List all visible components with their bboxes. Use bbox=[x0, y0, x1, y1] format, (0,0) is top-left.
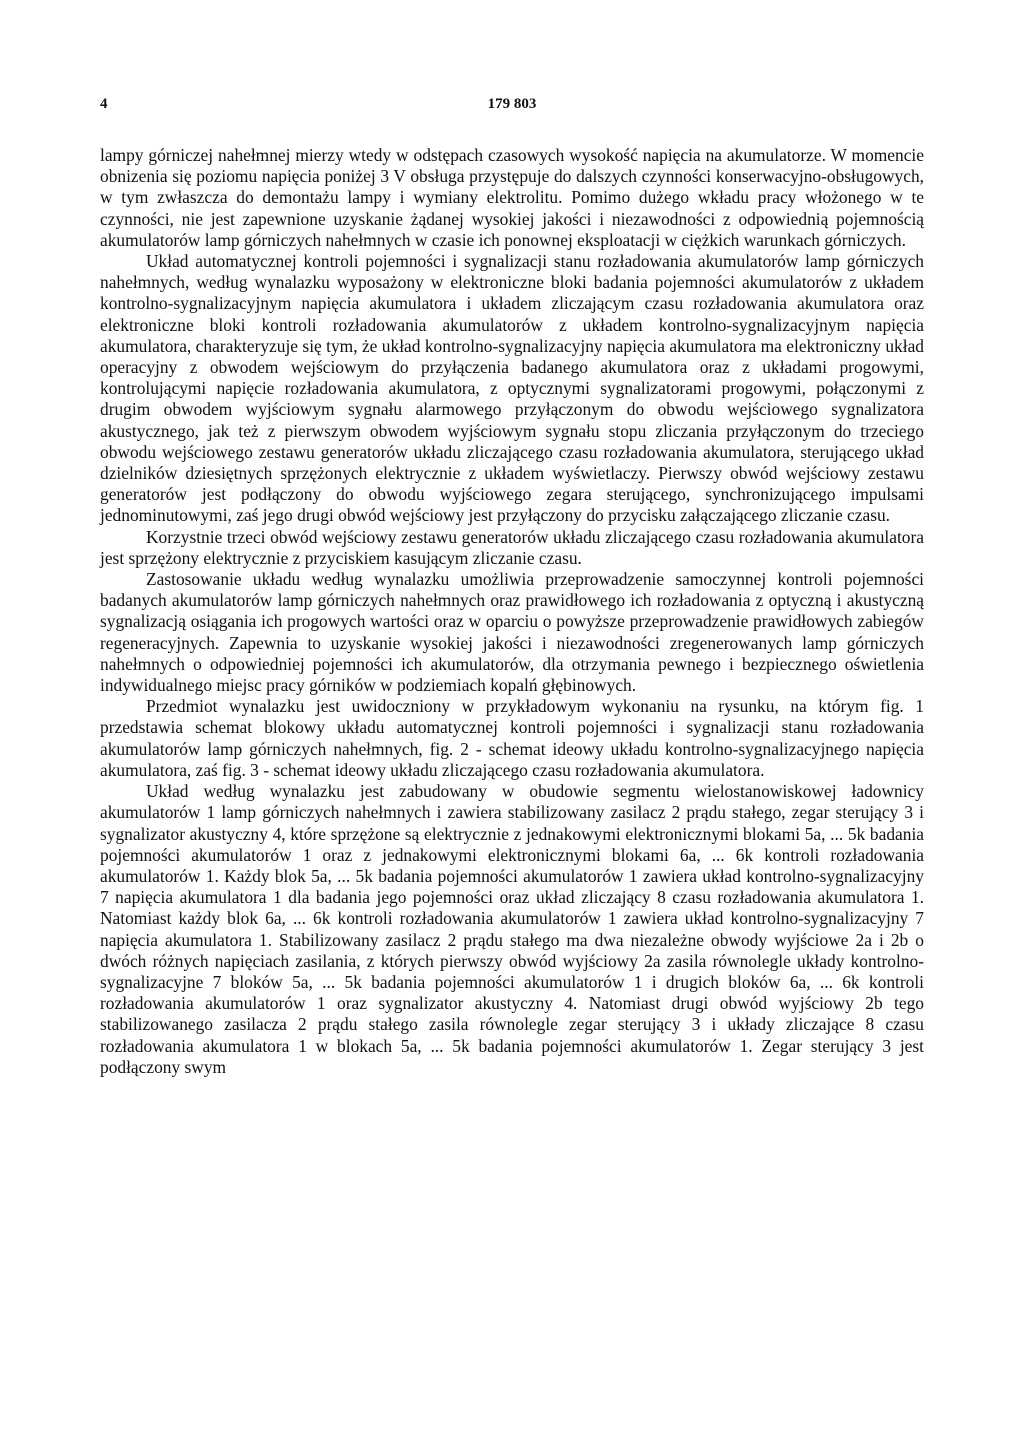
page-header bbox=[100, 96, 924, 118]
paragraph: Korzystnie trzeci obwód wejściowy zestawu generatorów układu zliczającego czasu rozładowania akumulatora jest sprzężony elektrycznie z przyciskiem kasującym zliczanie czasu. bbox=[100, 526, 924, 568]
document-body bbox=[100, 145, 924, 1078]
patent-number: 179 803 bbox=[487, 96, 537, 112]
paragraph: Zastosowanie układu według wynalazku umożliwia przeprowadzenie samoczynnej kontroli pojemności badanych akumulatorów lamp górniczych nahełmnych oraz prawidłowego ich rozładowania z optyczną i akustyczną sygnalizacją osiągania ich progowych wartości oraz w oparciu o powyższe przeprowadzenie prawidłowych zabiegów regeneracyjnych. Zapewnia to uzyskanie wysokiej jakości i niezawodności zregenerowanych lamp górniczych nahełmnych o odpowiedniej pojemności ich akumulatorów, dla otrzymania pewnego i bezpiecznego oświetlenia indywidualnego miejsc pracy górników w podziemiach kopalń głębinowych. bbox=[100, 569, 924, 696]
paragraph: Układ według wynalazku jest zabudowany w obudowie segmentu wielostanowiskowej ładownicy akumulatorów 1 lamp górniczych nahełmnych i zawiera stabilizowany zasilacz 2 prądu stałego, zegar sterujący 3 i sygnalizator akustyczny 4, które sprzężone są elektrycznie z jednakowymi elektronicznymi blokami 5a, ... 5k badania pojemności akumulatorów 1 oraz z jednakowymi elektronicznymi blokami 6a, ... 6k kontroli rozładowania akumulatorów 1. Każdy blok 5a, ... 5k badania pojemności akumulatorów 1 zawiera układ kontrolno-sygnalizacyjny 7 napięcia akumulatora 1 dla badania jego pojemności oraz układ zliczający 8 czasu rozładowania akumulatora 1. Natomiast każdy blok 6a, ... 6k kontroli rozładowania akumulatorów 1 zawiera układ kontrolno-sygnalizacyjny 7 napięcia akumulatora 1. Stabilizowany zasilacz 2 prądu stałego ma dwa niezależne obwody wyjściowe 2a i 2b o dwóch różnych napięciach zasilania, z których pierwszy obwód wyjściowy 2a zasila równolegle układy kontrolno-sygnalizacyjne 7 bloków 5a, ... 5k badania pojemności akumulatorów 1 i drugich bloków 6a, ... 6k kontroli rozładowania akumulatorów 1 oraz sygnalizator akustyczny 4. Natomiast drugi obwód wyjściowy 2b tego stabilizowanego zasilacza 2 prądu stałego zasila równolegle zegar sterujący 3 i układy zliczające 8 czasu rozładowania akumulatora 1 w blokach 5a, ... 5k badania pojemności akumulatorów 1. Zegar sterujący 3 jest podłączony swym bbox=[100, 781, 924, 1077]
paragraph: Układ automatycznej kontroli pojemności i sygnalizacji stanu rozładowania akumulatorów lamp górniczych nahełmnych, według wynalazku wyposażony w elektroniczne bloki badania pojemności akumulatorów z układem kontrolno-sygnalizacyjnym napięcia akumulatora i układem zliczającym czasu rozładowania akumulatora oraz elektroniczne bloki kontroli rozładowania akumulatorów z układem kontrolno-sygnalizacyjnym napięcia akumulatora, charakteryzuje się tym, że układ kontrolno-sygnalizacyjny napięcia akumulatora ma elektroniczny układ operacyjny z obwodem wejściowym do przyłączenia badanego akumulatora oraz z układami progowymi, kontrolującymi napięcie rozładowania akumulatora, z optycznymi sygnalizatorami progowymi, połączonymi z drugim obwodem wyjściowym sygnału alarmowego przyłączonym do obwodu wejściowego sygnalizatora akustycznego, jak też z pierwszym obwodem wyjściowym sygnału stopu zliczania przyłączonym do trzeciego obwodu wejściowego zestawu generatorów układu zliczającego czasu rozładowania akumulatora, sterującego układ dzielników dziesiętnych sprzężonych elektrycznie z układem wyświetlaczy. Pierwszy obwód wejściowy zestawu generatorów jest podłączony do obwodu wyjściowego zegara sterującego, synchronizującego impulsami jednominutowymi, zaś jego drugi obwód wejściowy jest przyłączony do przycisku załączającego zliczanie czasu. bbox=[100, 251, 924, 526]
page-number: 4 bbox=[100, 96, 108, 112]
paragraph: Przedmiot wynalazku jest uwidoczniony w przykładowym wykonaniu na rysunku, na którym fig. 1 przedstawia schemat blokowy układu automatycznej kontroli pojemności i sygnalizacji stanu rozładowania akumulatorów lamp górniczych nahełmnych, fig. 2 - schemat ideowy układu kontrolno-sygnalizacyjnego napięcia akumulatora, zaś fig. 3 - schemat ideowy układu zliczającego czasu rozładowania akumulatora. bbox=[100, 696, 924, 780]
paragraph: lampy górniczej nahełmnej mierzy wtedy w odstępach czasowych wysokość napięcia na akumulatorze. W momencie obnizenia się poziomu napięcia poniżej 3 V obsługa przystępuje do dalszych czynności konserwacyjno-obsługowych, w tym zwłaszcza do demontażu lampy i wymiany elektrolitu. Pomimo dużego wkładu pracy włożonego w te czynności, nie jest zapewnione uzyskanie żądanej wysokiej jakości i niezawodności z odpowiednią pojemnością akumulatorów lamp górniczych nahełmnych w czasie ich ponownej eksploatacji w ciężkich warunkach górniczych. bbox=[100, 145, 924, 250]
